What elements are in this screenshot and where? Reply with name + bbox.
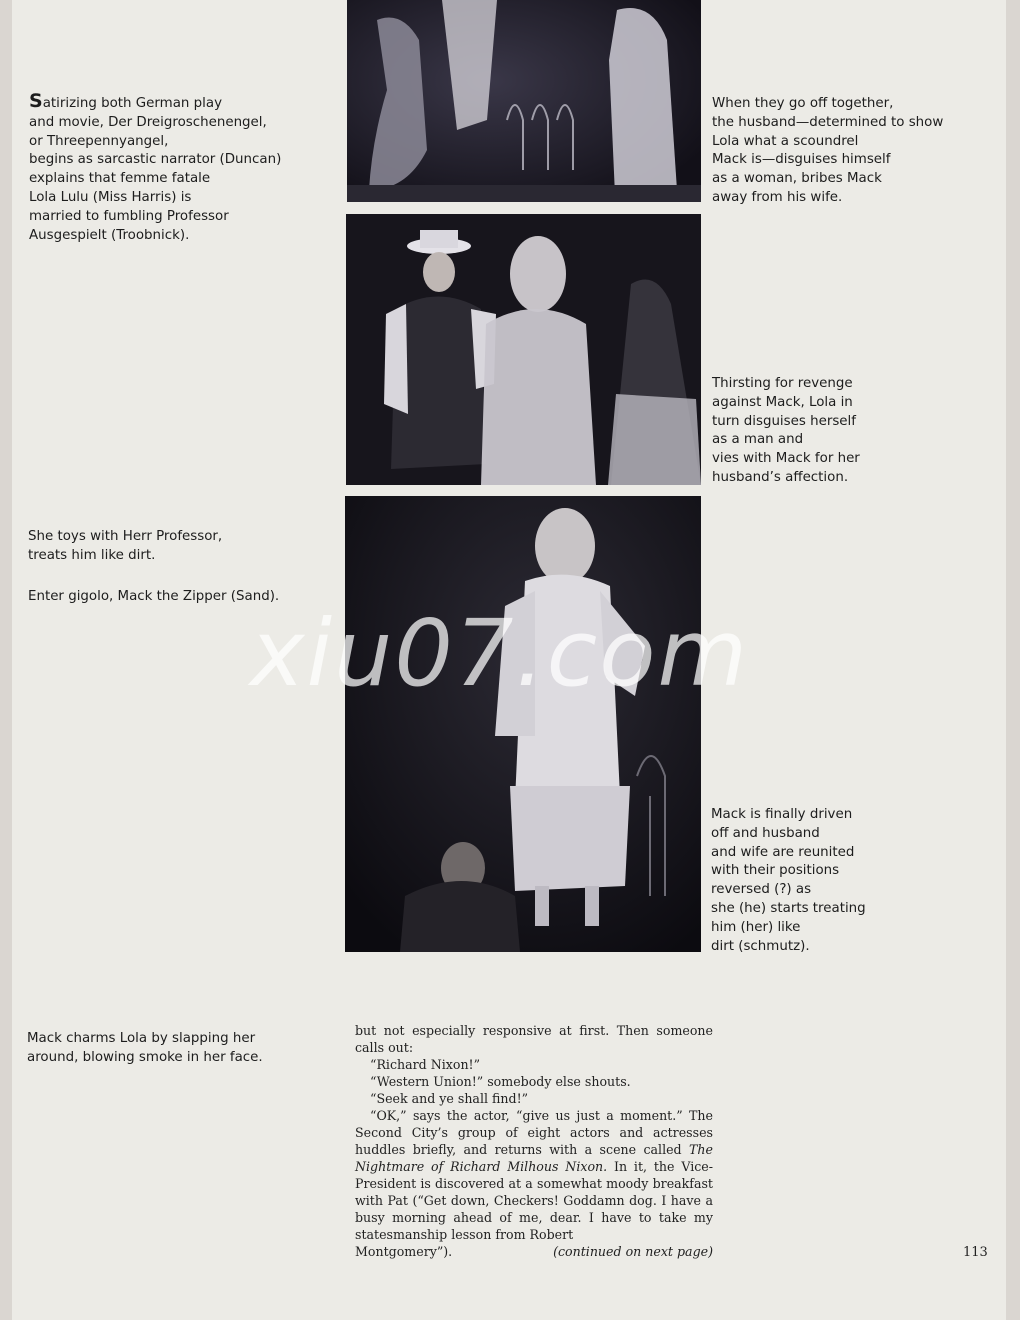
- caption-charms: Mack charms Lola by slapping her around, blowing smoke in her face.: [27, 1031, 263, 1065]
- caption-thirsting: Thirsting for revenge against Mack, Lola in turn disguises herself as a man and vies with Mack for her husband’s affection.: [712, 376, 860, 485]
- magazine-page: [12, 0, 1006, 1320]
- article-paragraph: “Western Union!” somebody else shouts.: [370, 1074, 631, 1089]
- article-text: [355, 1022, 713, 1260]
- photo-finale-solo: [345, 496, 701, 952]
- caption-enter: Enter gigolo, Mack the Zipper (Sand).: [28, 589, 280, 604]
- watermark: xiu07.com: [250, 600, 750, 707]
- article-title-italic: The Nightmare of Richard Milhous Nixon.: [355, 1142, 713, 1174]
- caption-toys: She toys with Herr Professor, treats him like dirt.: [28, 529, 223, 563]
- photo-stage-dance: [347, 0, 701, 202]
- article-paragraph: but not especially responsive at first. Then someone calls out:: [355, 1023, 713, 1055]
- article-paragraph: “OK,” says the actor, “give us just a moment.” The Second City’s group of eight actors and actresses huddles briefly, and returns with a scene called The Nightmare of Richard Milhous Nixon. In it, the Vice-President is discovered at a somewhat moody breakfast with Pat (“Get down, Checkers! Goddamn dog. I have a busy morning ahead of me, dear. I have to take my statesmanship lesson from Robert: [355, 1108, 713, 1242]
- page-number: 113: [963, 1245, 988, 1260]
- article-paragraph: “Seek and ye shall find!”: [370, 1091, 529, 1106]
- caption-finally: Mack is finally driven off and husband and wife are reunited with their positions reversed (?) as she (he) starts treating him (her) like dirt (schmutz).: [711, 807, 866, 954]
- photo-disguise-trio: [346, 214, 701, 485]
- drop-cap: S: [29, 90, 43, 112]
- caption-go-off: When they go off together, the husband—determined to show Lola what a scoundrel Mack is—disguises himself as a woman, bribes Mack away from his wife.: [712, 96, 944, 205]
- caption-intro: Satirizing both German play and movie, Der Dreigroschenengel, or Threepennyangel, begins as sarcastic narrator (Duncan) explains that femme fatale Lola Lulu (Miss Harris) is married to fumbling Professor Ausgespielt (Troobnick).: [29, 90, 282, 243]
- article-last-line: Montgomery”). (continued on next page): [355, 1244, 713, 1259]
- continued-note: (continued on next page): [553, 1244, 713, 1259]
- article-paragraph: “Richard Nixon!”: [370, 1057, 481, 1072]
